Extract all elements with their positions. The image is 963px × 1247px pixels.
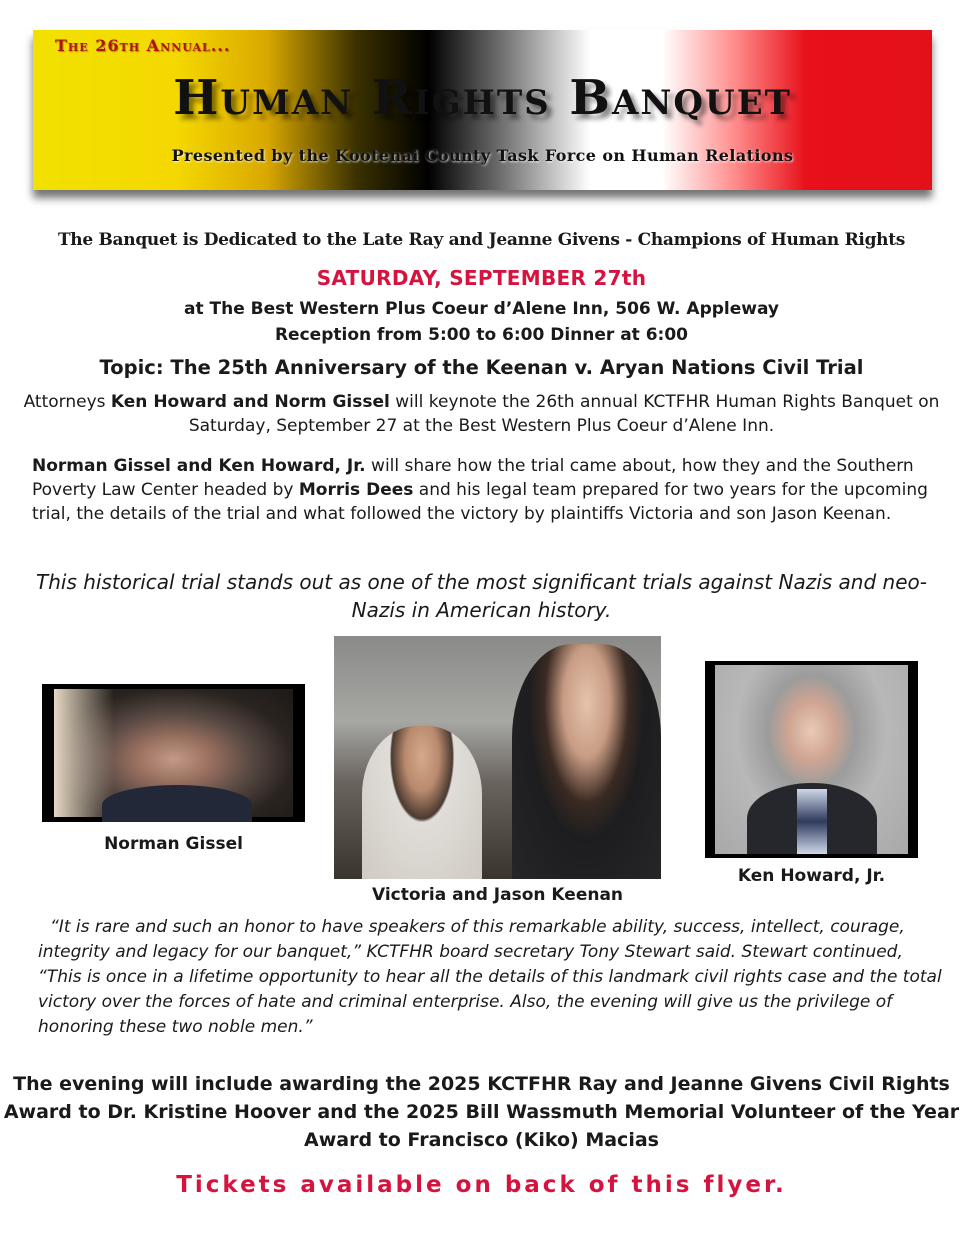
speaker-names: Norman Gissel and Ken Howard, Jr. — [32, 456, 366, 476]
banner-subtitle: Presented by the Kootenai County Task Force on Human Relations — [171, 146, 794, 165]
banner-edition: The 26th Annual... — [55, 36, 231, 55]
text-run: will share how the trial came about, how they and the Southern Poverty Law Center headed by — [32, 456, 914, 500]
historic-statement: This historical trial stands out as one of the most significant trials against Nazis and neo-Nazis in American history. — [36, 570, 927, 622]
event-date: SATURDAY, SEPTEMBER 27th — [316, 266, 647, 290]
reception-line: Reception from 5:00 to 6:00 Dinner at 6:00 — [274, 325, 689, 345]
photo-ken-howard — [705, 661, 918, 858]
caption-norman-gissel: Norman Gissel — [104, 834, 243, 854]
photo-image — [54, 689, 293, 817]
keynote-paragraph — [20, 390, 943, 438]
dedication-heading: The Banquet is Dedicated to the Late Ray and Jeanne Givens - Champions of Human Rights — [57, 230, 906, 250]
banner-title: Human Rights Banquet — [173, 70, 792, 126]
photo-subject — [102, 785, 252, 822]
trial-paragraph — [32, 454, 937, 526]
speaker-names: Ken Howard and Norm Gissel — [110, 392, 390, 412]
text-run: Attorneys — [23, 392, 111, 412]
tickets-note: Tickets available on back of this flyer. — [176, 1172, 787, 1198]
photo-norman-gissel — [42, 684, 305, 822]
stewart-quote: “It is rare and such an honor to have speakers of this remarkable ability, success, intellect, courage, integrity and legacy for our banquet,” KCTFHR board secretary Tony Stewart said. Stewart continued, “This is once in a lifetime opportunity to hear all the details of this landmark civil rights case and the total victory over the forces of hate and criminal enterprise. Also, the evening will give us the privilege of honoring these two noble men.” — [38, 917, 942, 1037]
header-banner — [33, 30, 932, 190]
caption-ken-howard: Ken Howard, Jr. — [737, 866, 886, 886]
photo-victoria-jason-keenan — [334, 636, 661, 879]
event-venue — [0, 296, 963, 348]
text-run: and his legal team prepared for two years for the upcoming trial, the details of the trial and what followed the victory by plaintiffs Victoria and son Jason Keenan. — [32, 480, 928, 524]
awards-announcement: The evening will include awarding the 2025 KCTFHR Ray and Jeanne Givens Civil Rights Award to Dr. Kristine Hoover and the 2025 Bill Wassmuth Memorial Volunteer of the Year Award to Francisco (Kiko) Macias — [3, 1073, 960, 1151]
caption-keenans: Victoria and Jason Keenan — [371, 885, 624, 905]
photo-tie — [797, 789, 827, 854]
topic-heading: Topic: The 25th Anniversary of the Keenan v. Aryan Nations Civil Trial — [99, 356, 864, 379]
photo-subject-jason — [512, 644, 661, 879]
photo-image — [715, 665, 908, 854]
morris-dees: Morris Dees — [298, 480, 414, 500]
text-run: will keynote the 26th annual KCTFHR Human Rights Banquet on Saturday, September 27 at the Best Western Plus Coeur d’Alene Inn. — [188, 392, 940, 436]
photo-subject-victoria — [362, 726, 482, 879]
venue-line: at The Best Western Plus Coeur d’Alene Inn, 506 W. Appleway — [183, 299, 780, 319]
